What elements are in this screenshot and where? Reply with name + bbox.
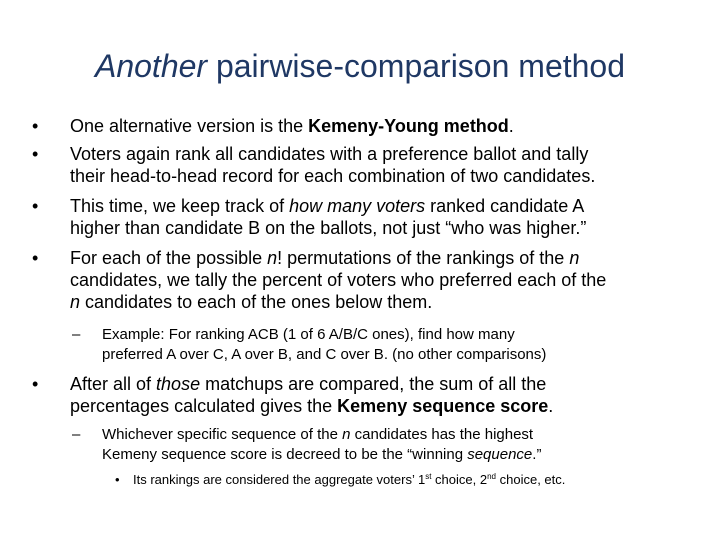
bullet-marker: • (32, 196, 39, 216)
italic-n: n (342, 426, 351, 443)
bullet-sequence-score (32, 373, 690, 417)
bullet-voters-rank (32, 143, 690, 187)
bullet-marker: • (32, 144, 39, 164)
line (70, 395, 690, 417)
line (102, 425, 672, 445)
sub-bullet-example (72, 325, 672, 365)
superscript: st (425, 472, 432, 481)
sub-bullet-marker: – (72, 426, 81, 443)
line: Voters again rank all candidates with a preference ballot and tally (70, 144, 589, 164)
sub-bullet-marker: – (72, 326, 81, 343)
line: candidates, we tally the percent of voters who preferred each of the (70, 270, 607, 290)
text: candidates to each of the ones below them. (80, 292, 433, 312)
text: candidates has the highest (350, 426, 534, 443)
text: matchups are compared, the sum of all the (200, 374, 547, 394)
line (102, 445, 672, 465)
text: choice, 2 (431, 472, 488, 487)
sub-sub-bullet-marker: • (115, 472, 120, 487)
line (70, 195, 690, 217)
line (70, 291, 690, 313)
text: ranked candidate A (425, 196, 585, 216)
bullet-how-many-voters (32, 195, 690, 239)
text: . (508, 116, 514, 136)
text: For each of the possible (70, 248, 268, 268)
text: Kemeny sequence score is decreed to be the “winning (102, 446, 468, 463)
bold-term: Kemeny sequence score (337, 396, 549, 416)
italic-n: n (70, 292, 81, 312)
sub-sub-bullet-rankings (115, 471, 703, 489)
bold-term: Kemeny-Young method (308, 116, 509, 136)
text: This time, we keep track of (70, 196, 290, 216)
text: Its rankings are considered the aggregate voters’ 1 (133, 472, 426, 487)
title-rest: pairwise-comparison method (207, 48, 626, 84)
text: After all of (70, 374, 157, 394)
line: preferred A over C, A over B, and C over B. (no other comparisons) (102, 346, 547, 363)
italic-n: n (569, 248, 580, 268)
text: One alternative version is the (70, 116, 309, 136)
line: Example: For ranking ACB (1 of 6 A/B/C ones), find how many (102, 326, 515, 343)
superscript: nd (487, 472, 496, 481)
line (70, 247, 690, 269)
italic-text: those (156, 374, 201, 394)
italic-text: how many voters (289, 196, 426, 216)
text: choice, etc. (496, 472, 566, 487)
title-emphasis: Another (94, 48, 208, 84)
text: percentages calculated gives the (70, 396, 338, 416)
bullet-permutations (32, 247, 690, 313)
line (70, 373, 690, 395)
bullet-kemeny-young (32, 115, 690, 137)
bullet-marker: • (32, 374, 39, 394)
text: . (548, 396, 554, 416)
sub-bullet-winning-sequence (72, 425, 672, 465)
text: .” (532, 446, 542, 463)
italic-n: n (267, 248, 278, 268)
bullet-marker: • (32, 116, 39, 136)
bullet-marker: • (32, 248, 39, 268)
text: Whichever specific sequence of the (102, 426, 343, 443)
line: higher than candidate B on the ballots, not just “who was higher.” (70, 218, 587, 238)
text: ! permutations of the rankings of the (277, 248, 570, 268)
line: their head-to-head record for each combination of two candidates. (70, 166, 596, 186)
italic-text: sequence (467, 446, 533, 463)
